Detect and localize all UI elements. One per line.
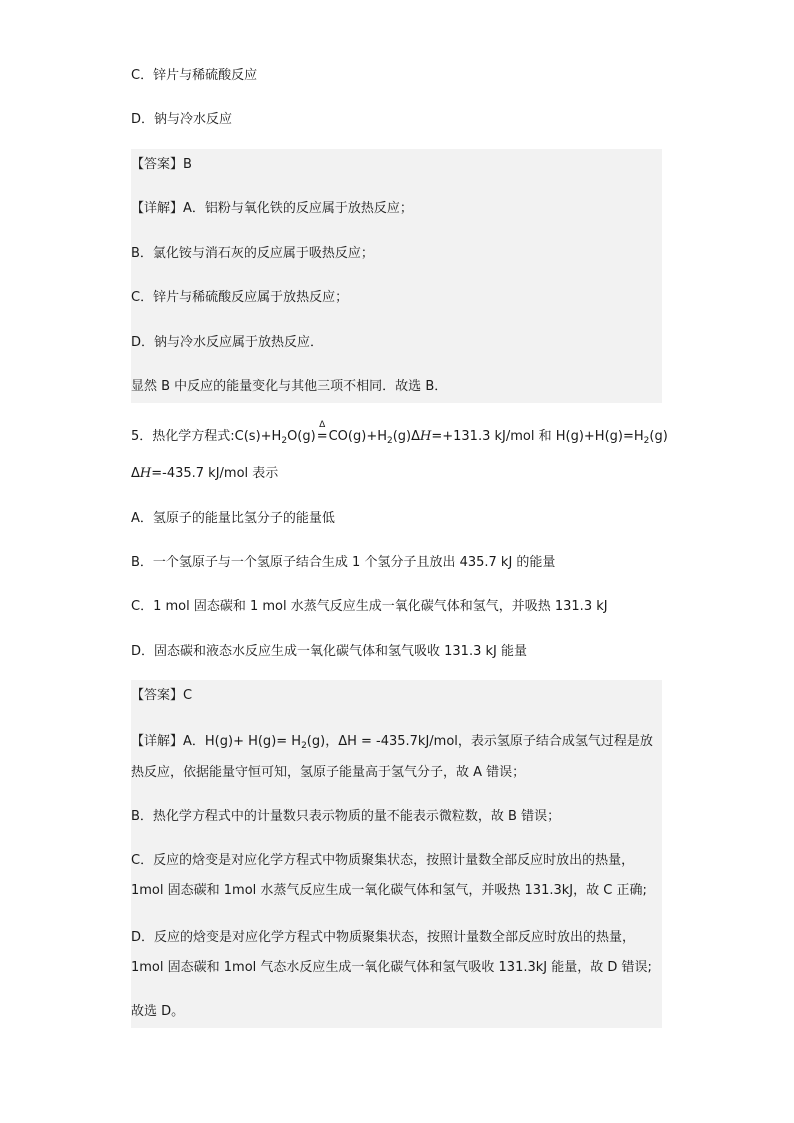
explanation-5-c1: C．反应的焓变是对应化学方程式中物质聚集状态，按照计量数全部反应时放出的热量， xyxy=(131,853,635,868)
answer-4: 【答案】B xyxy=(131,157,192,172)
explanation-5-c2: 1mol 固态碳和 1mol 水蒸气反应生成一氧化碳气体和氢气，并吸热 131.3kJ，故 C 正确; xyxy=(131,883,647,898)
option-d-prev: D．钠与冷水反应 xyxy=(131,112,233,127)
question-5-line1: 5．热化学方程式$:C(s)+H_2O(g)$ Δ $=CO(g)+H_2(g)\Delta H=+131.3$ kJ/mol 和 $H(g)+H(g)=H_2(g)$ xyxy=(131,420,668,446)
explanation-4-d: D．钠与冷水反应属于放热反应． xyxy=(131,335,324,350)
explanation-4-c: C．锌片与稀硫酸反应属于放热反应； xyxy=(131,290,349,305)
explanation-4-b: B．氯化铵与消石灰的反应属于吸热反应； xyxy=(131,246,374,261)
option-5-c: C．1 mol 固态碳和 1 mol 水蒸气反应生成一氧化碳气体和氢气，并吸热 131.3 kJ xyxy=(131,599,608,614)
explanation-5-b: B．热化学方程式中的计量数只表示物质的量不能表示微粒数，故 B 错误； xyxy=(131,809,561,824)
heat-condition-equals: Δ = xyxy=(316,420,328,444)
option-5-b: B．一个氢原子与一个氢原子结合生成 1 个氢分子且放出 435.7 kJ 的能量 xyxy=(131,555,556,570)
explanation-5-a1: 【详解】A．$H(g)+ H(g)= H_2(g)$，ΔH = -435.7kJ/mol，表示氢原子结合成氢气过程是放 xyxy=(131,734,653,751)
explanation-5-d1: D．反应的焓变是对应化学方程式中物质聚集状态，按照计量数全部反应时放出的热量， xyxy=(131,930,636,945)
question-5-line2: ΔH=-435.7 kJ/mol 表示 xyxy=(131,466,279,481)
answer4-block xyxy=(131,149,662,403)
explanation-4-a: 【详解】A．铝粉与氧化铁的反应属于放热反应； xyxy=(131,201,413,216)
option-5-d: D．固态碳和液态水反应生成一氧化碳气体和氢气吸收 131.3 kJ 能量 xyxy=(131,644,527,659)
option-5-a: A．氢原子的能量比氢分子的能量低 xyxy=(131,511,335,526)
answer-5: 【答案】C xyxy=(131,688,193,703)
explanation-5-a2: 热反应，依据能量守恒可知，氢原子能量高于氢气分子，故 A 错误； xyxy=(131,765,526,780)
option-c-prev: C．锌片与稀硫酸反应 xyxy=(131,68,258,83)
explanation-5-conclusion: 故选 D。 xyxy=(131,1004,185,1019)
explanation-5-d2: 1mol 固态碳和 1mol 气态水反应生成一氧化碳气体和氢气吸收 131.3kJ 能量，故 D 错误; xyxy=(131,960,652,975)
explanation-4-conclusion: 显然 B 中反应的能量变化与其他三项不相同．故选 B． xyxy=(131,379,448,394)
